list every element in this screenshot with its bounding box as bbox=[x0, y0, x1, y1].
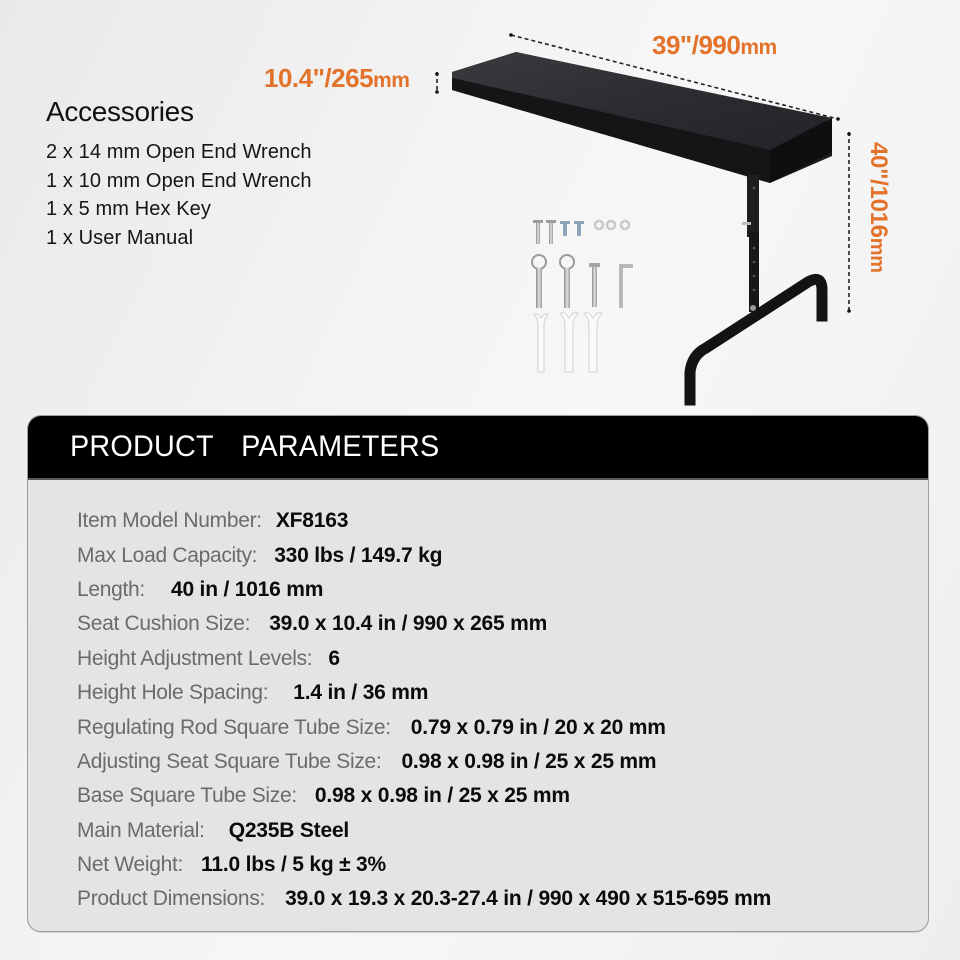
product-parameters-title: PRODUCT PARAMETERS bbox=[70, 430, 440, 463]
param-value: 0.98 x 0.98 in / 25 x 25 mm bbox=[401, 749, 657, 773]
param-value: 40 in / 1016 mm bbox=[170, 577, 324, 601]
param-value: Q235B Steel bbox=[228, 818, 350, 842]
accessories-section bbox=[46, 96, 312, 252]
param-row-length bbox=[77, 573, 928, 607]
param-label: Height Hole Spacing: bbox=[77, 681, 269, 705]
seat-length-unit: mm bbox=[740, 36, 777, 59]
param-row-main-material bbox=[77, 814, 928, 848]
param-label: Net Weight: bbox=[77, 853, 184, 877]
param-value: 11.0 lbs / 5 kg ± 3% bbox=[201, 853, 386, 877]
seat-length-dimension bbox=[652, 30, 777, 61]
param-value: 6 bbox=[328, 646, 340, 670]
param-row-regulating-rod-tube-size bbox=[77, 710, 928, 744]
param-value: 0.79 x 0.79 in / 20 x 20 mm bbox=[410, 715, 666, 739]
param-label: Height Adjustment Levels: bbox=[77, 646, 313, 670]
param-row-product-dimensions bbox=[77, 882, 928, 916]
adjustable-post bbox=[742, 175, 759, 312]
seat-width-unit: mm bbox=[373, 69, 410, 92]
param-row-height-hole-spacing bbox=[77, 676, 928, 710]
param-value: 39.0 x 19.3 x 20.3-27.4 in / 990 x 490 x 515-695 mm bbox=[285, 887, 772, 911]
accessory-item: 1 x 10 mm Open End Wrench bbox=[46, 169, 312, 192]
param-row-base-tube-size bbox=[77, 779, 928, 813]
seat-width-dimension bbox=[264, 63, 409, 94]
seat-length-value: 39"/990 bbox=[652, 30, 741, 60]
height-value: 40"/1016 bbox=[865, 142, 892, 238]
param-label: Seat Cushion Size: bbox=[77, 612, 251, 636]
param-label: Adjusting Seat Square Tube Size: bbox=[77, 749, 382, 773]
param-row-max-load bbox=[77, 538, 928, 572]
accessory-item: 1 x User Manual bbox=[46, 226, 194, 249]
product-parameters-header bbox=[28, 416, 928, 480]
param-label: Length: bbox=[77, 577, 145, 601]
hardware-kit bbox=[532, 220, 633, 372]
accessories-list bbox=[46, 138, 312, 252]
accessory-item: 1 x 5 mm Hex Key bbox=[46, 198, 211, 220]
accessories-title: Accessories bbox=[46, 96, 194, 127]
param-row-adjusting-seat-tube-size bbox=[77, 745, 928, 779]
height-dimension bbox=[864, 142, 892, 273]
product-parameters-panel bbox=[27, 415, 929, 932]
height-unit: mm bbox=[866, 237, 888, 273]
param-label: Main Material: bbox=[77, 818, 205, 842]
param-label: Base Square Tube Size: bbox=[77, 784, 297, 808]
param-label: Max Load Capacity: bbox=[77, 543, 258, 567]
param-row-net-weight bbox=[77, 848, 928, 882]
seat-width-value: 10.4"/265 bbox=[264, 63, 374, 93]
param-label: Regulating Rod Square Tube Size: bbox=[77, 715, 391, 739]
param-row-seat-cushion-size bbox=[77, 607, 928, 641]
param-row-height-adjustment-levels bbox=[77, 642, 928, 676]
seat-cushion bbox=[452, 52, 832, 183]
param-value: 39.0 x 10.4 in / 990 x 265 mm bbox=[269, 612, 548, 636]
param-value: 1.4 in / 36 mm bbox=[293, 681, 429, 705]
param-value: 330 lbs / 149.7 kg bbox=[274, 543, 443, 567]
param-label: Item Model Number: bbox=[77, 509, 262, 533]
param-value: 0.98 x 0.98 in / 25 x 25 mm bbox=[314, 784, 570, 808]
param-value: XF8163 bbox=[275, 509, 349, 533]
accessory-item: 2 x 14 mm Open End Wrench bbox=[46, 141, 312, 163]
parameters-list bbox=[28, 480, 928, 917]
param-label: Product Dimensions: bbox=[77, 887, 266, 911]
param-row-model-number bbox=[77, 504, 928, 538]
